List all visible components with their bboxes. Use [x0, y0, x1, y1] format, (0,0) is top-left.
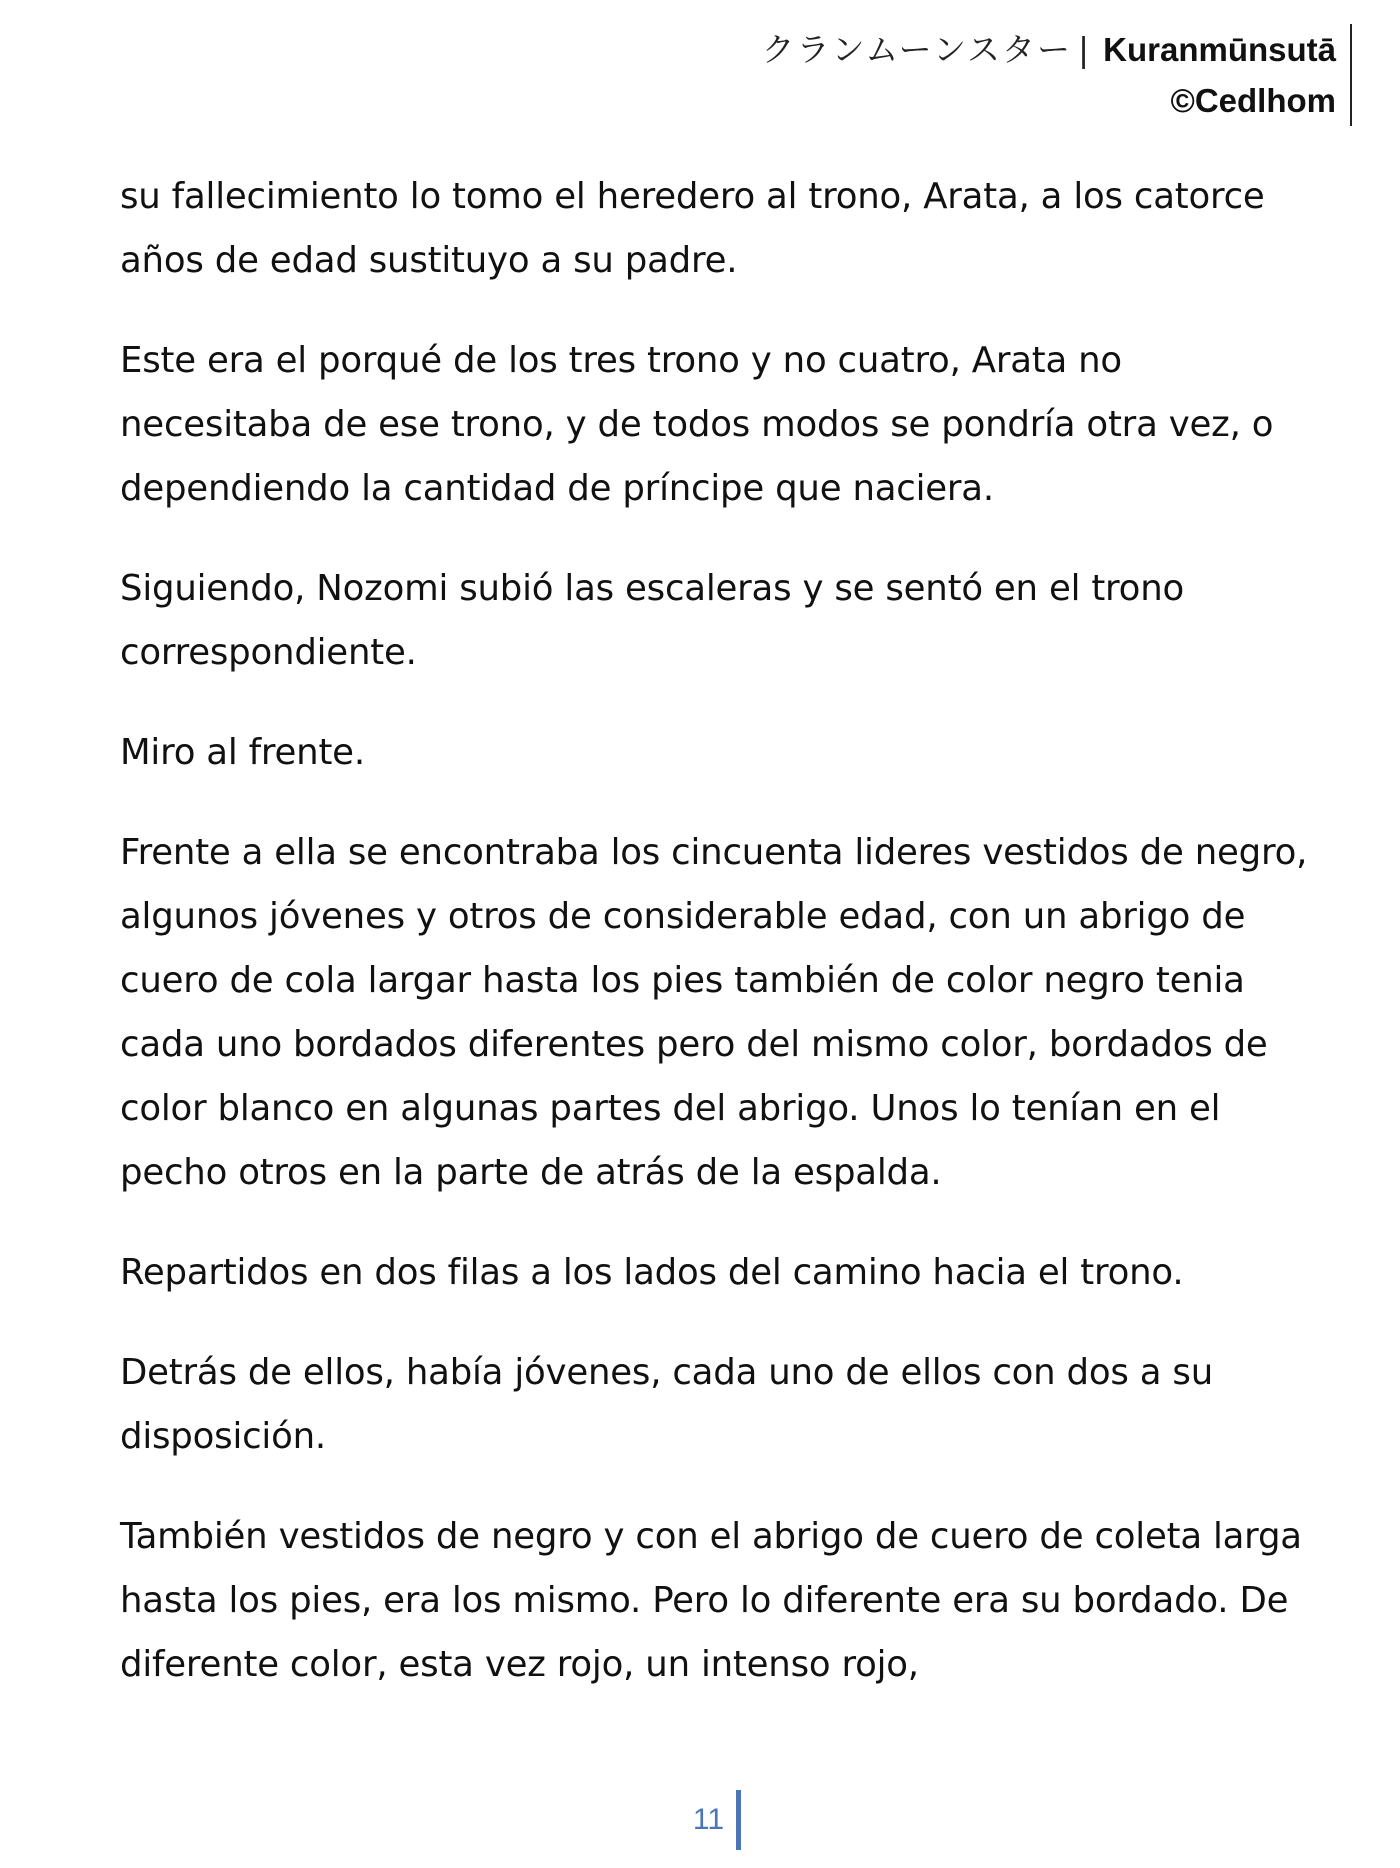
paragraph: Siguiendo, Nozomi subió las escaleras y se sentó en el trono correspondiente.	[120, 568, 1185, 673]
paragraph: Este era el porqué de los tres trono y no cuatro, Arata no necesitaba de ese trono, y de todos modos se pondría otra vez, o dependiendo la cantidad de príncipe que naciera.	[120, 340, 1274, 509]
paragraph: También vestidos de negro y con el abrigo de cuero de coleta larga hasta los pies, era los mismo. Pero lo diferente era su bordado. De diferente color, esta vez rojo, un intenso rojo,	[120, 1516, 1302, 1685]
paragraph: Miro al frente.	[120, 732, 365, 773]
document-body	[120, 165, 1315, 1733]
header-title-line	[762, 24, 1336, 76]
page-footer	[0, 1790, 1400, 1850]
paragraph: Frente a ella se encontraba los cincuenta lideres vestidos de negro, algunos jóvenes y otros de considerable edad, con un abrigo de cuero de cola largar hasta los pies también de color negro tenia cada uno bordados diferentes pero del mismo color, bordados de color blanco en algunas partes del abrigo. Unos lo tenían en el pecho otros en la parte de atrás de la espalda.	[120, 832, 1308, 1193]
paragraph: Detrás de ellos, había jóvenes, cada uno de ellos con dos a su disposición.	[120, 1352, 1214, 1457]
header-separator: |	[1078, 30, 1090, 69]
page-number: 11	[693, 1790, 741, 1850]
header-title-japanese: クランムーンスター	[761, 30, 1073, 69]
paragraph: su fallecimiento lo tomo el heredero al trono, Arata, a los catorce años de edad sustituyo a su padre.	[120, 176, 1265, 281]
page-header	[762, 24, 1352, 126]
header-copyright: ©Cedlhom	[1170, 82, 1336, 119]
paragraph: Repartidos en dos filas a los lados del camino hacia el trono.	[120, 1252, 1184, 1293]
header-title-romaji: Kuranmūnsutā	[1103, 31, 1336, 68]
